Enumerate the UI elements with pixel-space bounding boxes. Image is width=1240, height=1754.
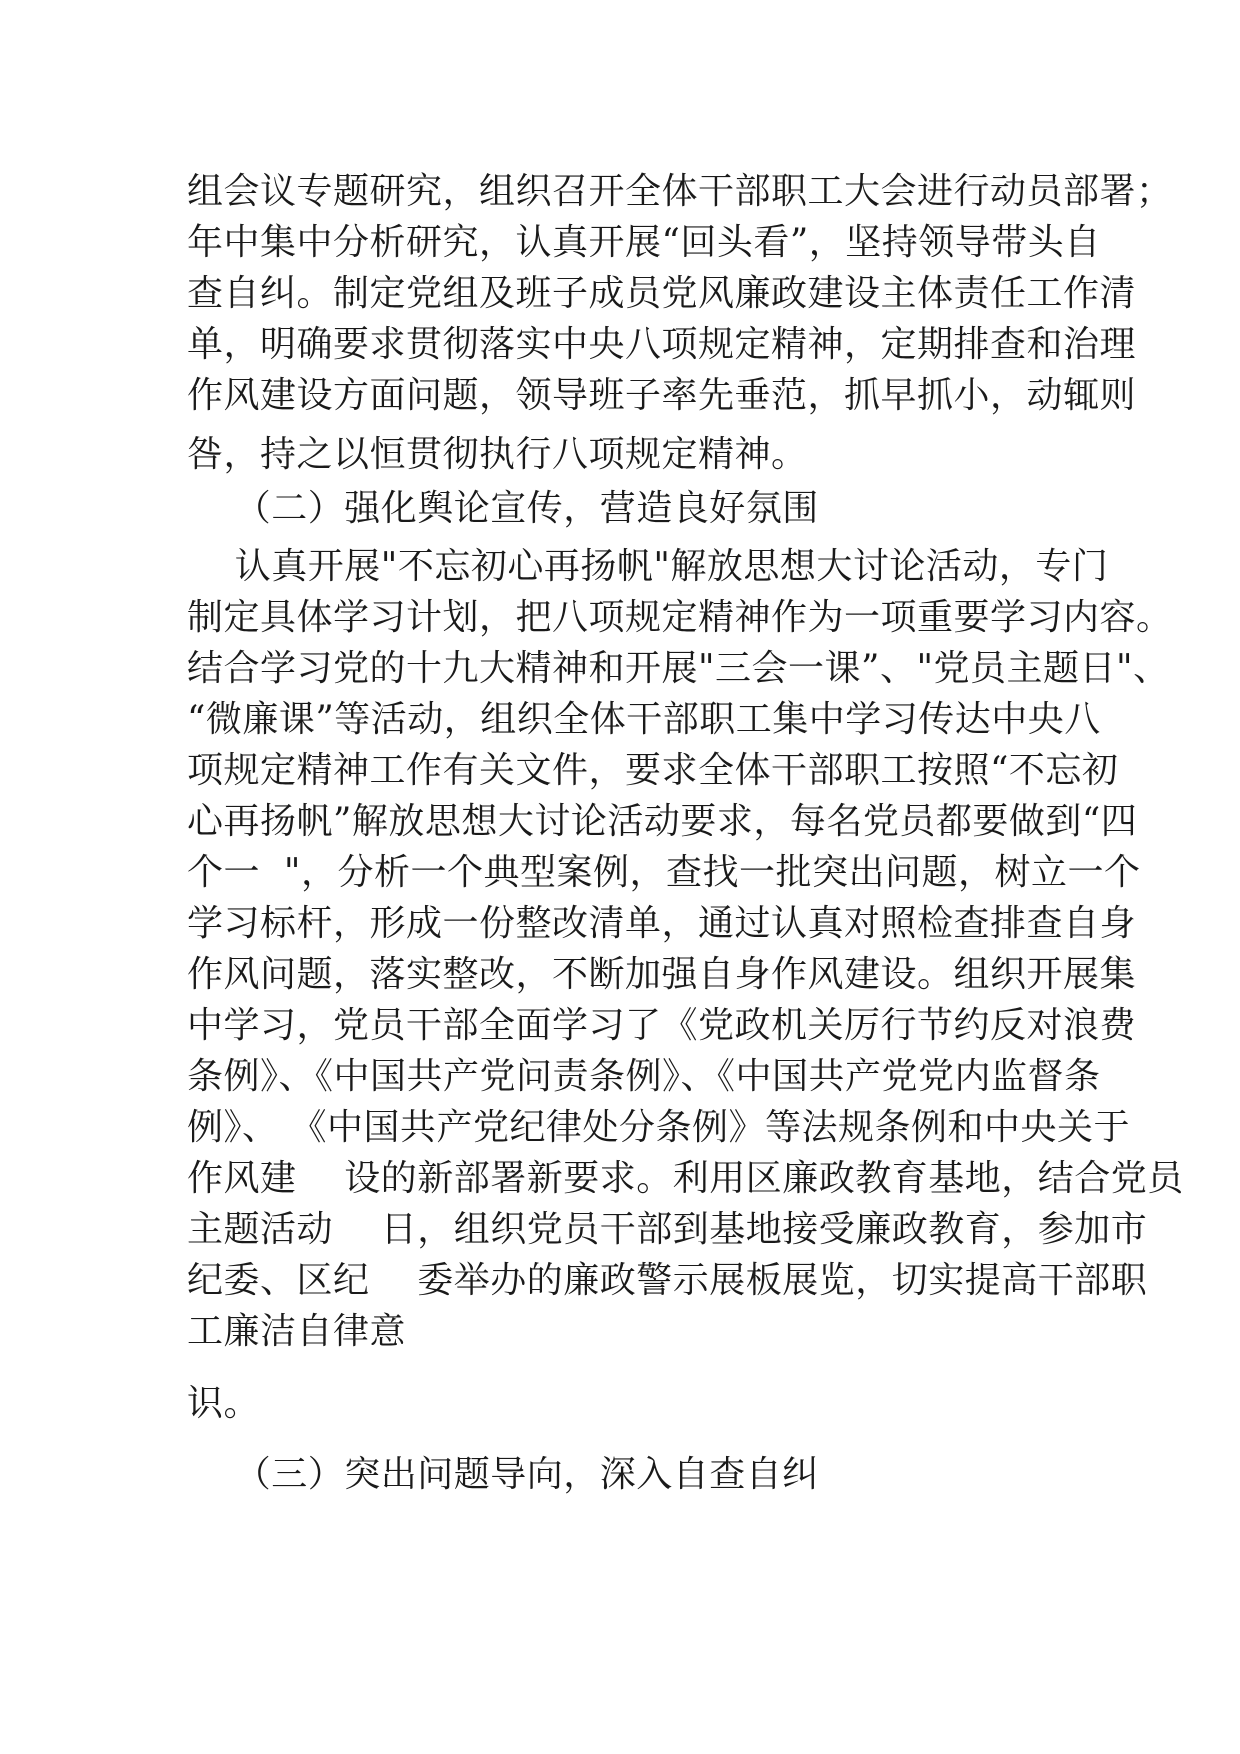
paragraph-line: “微廉课”等活动，组织全体干部职工集中学习传达中央八 [187,699,1101,740]
paragraph-line: 个一 "，分析一个典型案例，查找一批突出问题，树立一个 [187,852,1141,893]
paragraph-line: 作风建 设的新部署新要求。利用区廉政教育基地，结合党员 [187,1158,1184,1199]
paragraph-line: 识。 [187,1383,261,1424]
paragraph-line: 心再扬帆”解放思想大讨论活动要求，每名党员都要做到“四 [187,801,1138,842]
paragraph-line: 学习标杆，形成一份整改清单，通过认真对照检查排查自身 [187,903,1137,944]
paragraph-line: 制定具体学习计划，把八项规定精神作为一项重要学习内容。 [187,597,1173,638]
paragraph-line: 单，明确要求贯彻落实中央八项规定精神，定期排查和治理 [187,324,1137,365]
paragraph-line: 条例》、《中国共产党问责条例》、《中国共产党党内监督条 [187,1056,1101,1097]
paragraph-line: 工廉洁自律意 [187,1311,407,1352]
paragraph-line: 项规定精神工作有关文件，要求全体干部职工按照“不忘初 [187,750,1119,791]
paragraph-line: 例》、 《中国共产党纪律处分条例》等法规条例和中央关于 [187,1107,1130,1148]
paragraph-line: 认真开展"不忘初心再扬帆"解放思想大讨论活动，专门 [187,546,1109,587]
paragraph-line: 纪委、区纪 委举办的廉政警示展板展览，切实提高干部职 [187,1260,1148,1301]
paragraph-line: 组会议专题研究，组织召开全体干部职工大会进行动员部署； [187,171,1173,212]
paragraph-line: 作风建设方面问题，领导班子率先垂范，抓早抓小，动辄则 [187,375,1137,416]
paragraph-line: 中学习，党员干部全面学习了《党政机关厉行节约反对浪费 [187,1005,1137,1046]
paragraph-line: 查自纠。制定党组及班子成员党风廉政建设主体责任工作清 [187,273,1137,314]
paragraph-line: 结合学习党的十九大精神和开展"三会一课”、"党员主题日"、 [187,648,1170,689]
paragraph-line: 咎，持之以恒贯彻执行八项规定精神。 [187,434,808,475]
section-heading: （三）突出问题导向，深入自查自纠 [187,1454,819,1495]
paragraph-line: 年中集中分析研究，认真开展“回头看”，坚持领导带头自 [187,222,1101,263]
section-heading: （二）强化舆论宣传，营造良好氛围 [187,488,819,529]
paragraph-line: 作风问题，落实整改，不断加强自身作风建设。组织开展集 [187,954,1137,995]
paragraph-line: 主题活动 日，组织党员干部到基地接受廉政教育，参加市 [187,1209,1148,1250]
